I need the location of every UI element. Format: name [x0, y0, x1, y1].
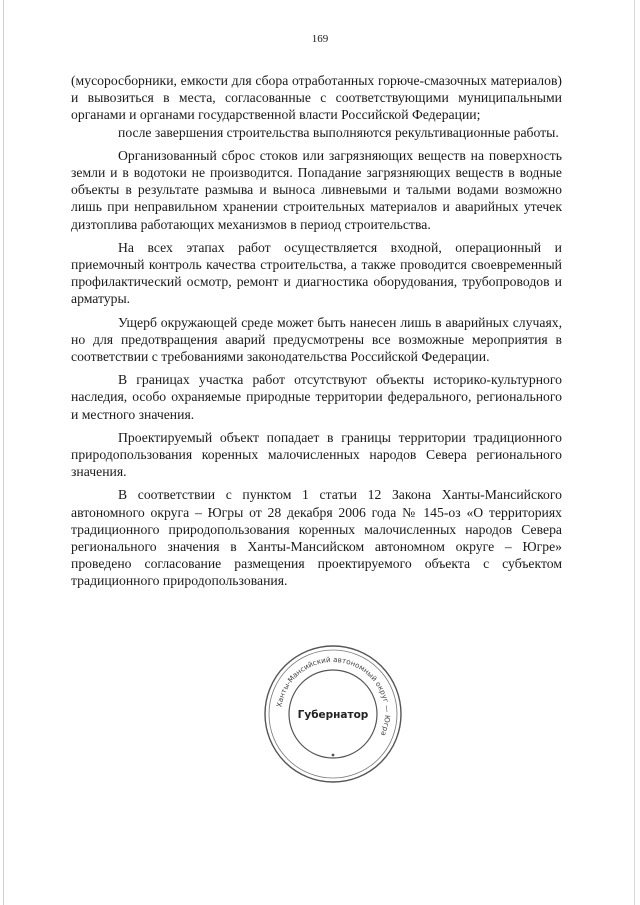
seal-center-text: Губернатор [297, 709, 369, 721]
paragraph: Ущерб окружающей среде может быть нанесен лишь в аварийных случаях, но для предотвращения аварий предусмотрены все возможные мероприятия в соответствии с требованиями законодательства Российской Федерации. [71, 314, 562, 365]
paragraph: Проектируемый объект попадает в границы территории традиционного природопользования коренных малочисленных народов Севера регионального значения. [71, 429, 562, 480]
page-number: 169 [311, 33, 329, 45]
paragraph: Организованный сброс стоков или загрязняющих веществ на поверхность земли и в водотоки не производится. Попадание загрязняющих веществ в водные объекты в результате размыва и выноса ливневыми и талыми водами возможно лишь при неправильном хранении строительных материалов и аварийных утечек дизтоплива работающих механизмов в период строительства. [71, 147, 562, 232]
official-seal [262, 643, 404, 785]
paragraph: В соответствии с пунктом 1 статьи 12 Закона Ханты-Мансийского автономного округа – Югры от 28 декабря 2006 года № 145-оз «О территориях традиционного природопользования коренных малочисленных народов Севера регионального значения в Ханты-Мансийском автономном округе – Югре» проведено согласование размещения проектируемого объекта с субъектом традиционного природопользования. [71, 487, 562, 589]
document-body [71, 72, 562, 590]
paragraph: В границах участка работ отсутствуют объекты историко-культурного наследия, особо охраняемые природные территории федерального, регионального и местного значения. [71, 372, 562, 422]
scan-edge-left [3, 0, 4, 905]
seal-graphic [262, 643, 404, 785]
paragraph: после завершения строительства выполняются рекультивационные работы. [118, 124, 559, 140]
seal-ring-text: Ханты-Мансийский автономный округ — Югра [274, 654, 393, 738]
paragraph: (мусоросборники, емкости для сбора отработанных горюче-смазочных материалов) и вывозиться в места, согласованные с соответствующими муниципальными органами и органами государственной власти Российской Федерации; [71, 73, 562, 123]
paragraph: На всех этапах работ осуществляется входной, операционный и приемочный контроль качества строительства, а также проводится своевременный профилактический осмотр, ремонт и диагностика оборудования, трубопроводов и арматуры. [71, 239, 562, 307]
scan-edge-right [634, 0, 635, 905]
